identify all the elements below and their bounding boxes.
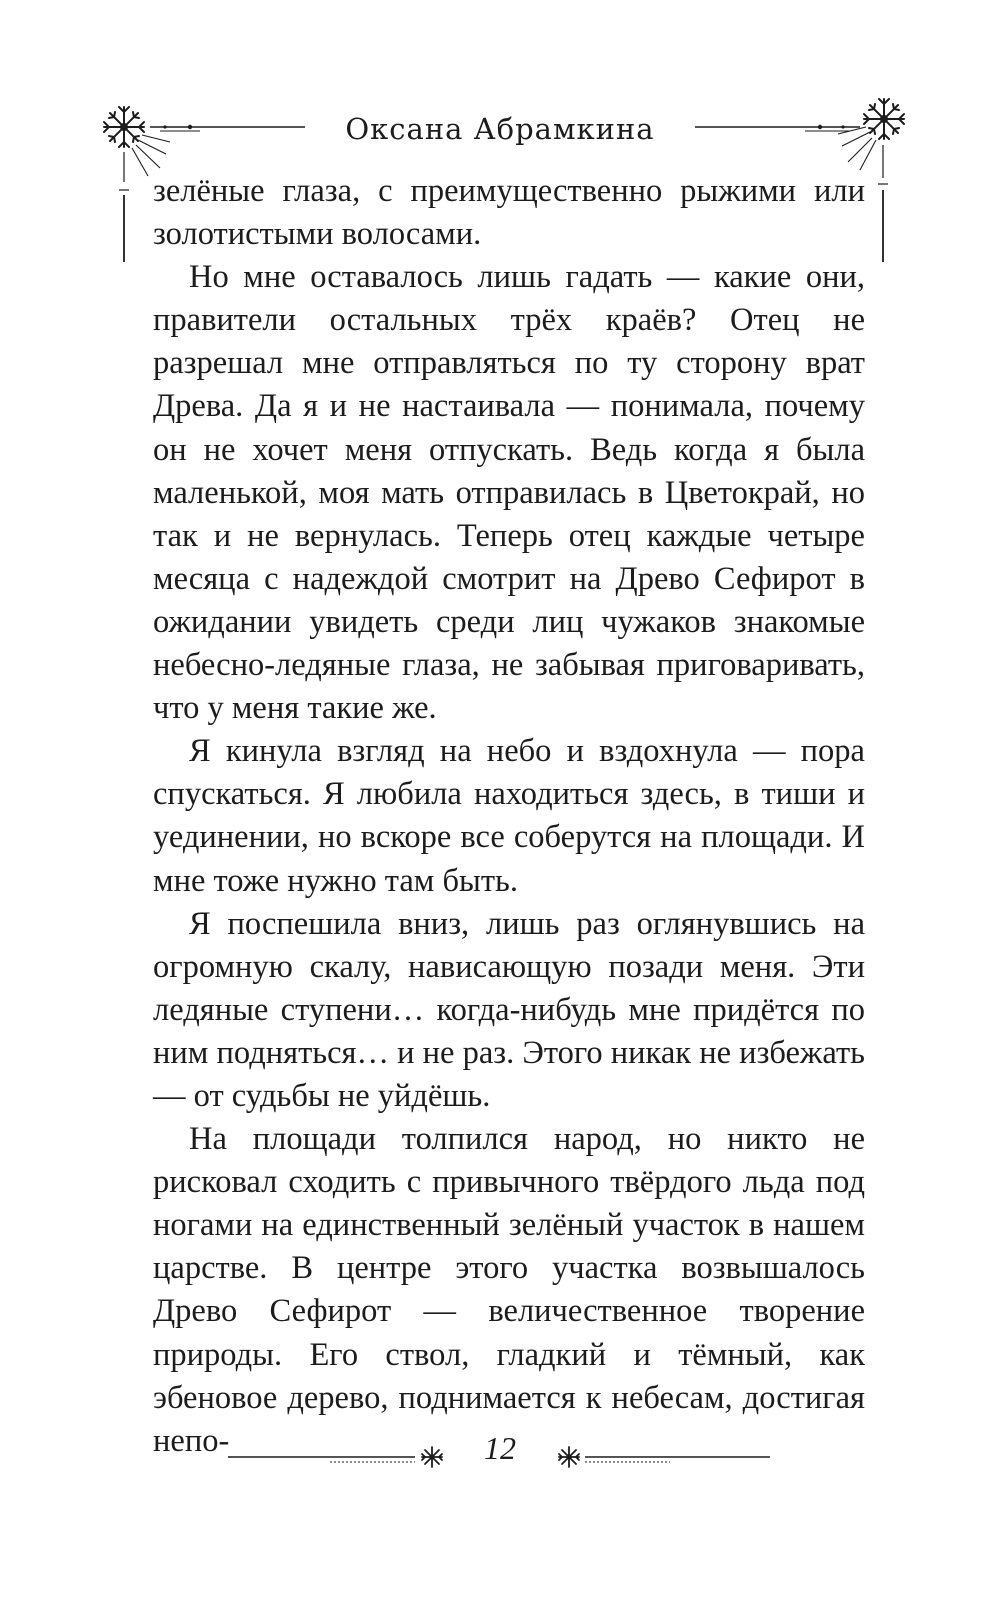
paragraph: зелёные глаза, с преимущественно рыжими или золотистыми волосами.	[153, 173, 865, 253]
frame-rule-right	[878, 145, 888, 262]
paragraph: Я кинула взгляд на небо и вздохнула — пора спускаться. Я любила находиться здесь, в тиши и уединении, но вскоре все соберутся на площади. И мне тоже нужно там быть.	[153, 733, 865, 899]
paragraph: Я поспешила вниз, лишь раз оглянувшись на огромную скалу, нависающую позади меня. Эти ледяные ступени… когда-нибудь мне придётся по ним подняться… и не раз. Этого никак не избежать — от судьбы не уйдёшь.	[153, 905, 865, 1114]
page-number: 12	[484, 1430, 516, 1466]
frame-rule-left	[119, 152, 129, 262]
paragraph: Но мне оставалось лишь гадать — какие они, правители остальных трёх краёв? Отец не разрешал мне отправляться по ту сторону врат Древа. Да я и не настаивала — понимала, почему он не хочет меня отпускать. Ведь когда я была маленькой, моя мать отправилась в Цветокрай, но так и не вернулась. Теперь отец каждые четыре месяца с надеждой смотрит на Древо Сефирот в ожидании увидеть среди лиц чужаков знакомые небесно-ледяные глаза, не забывая приговаривать, что у меня такие же.	[153, 259, 865, 727]
running-title: Оксана Абрамкина	[345, 112, 655, 146]
paragraph: На площади толпился народ, но никто не рисковал сходить с привычного твёрдого льда под ногами на единственный зелёный участок в нашем царстве. В центре этого участка возвышалось Древо Сефирот — величественное творение природы. Его ствол, гладкий и тёмный, как эбеновое дерево, поднимается к небесам, достигая непо-	[153, 1121, 865, 1459]
page-body-text	[153, 170, 865, 1463]
